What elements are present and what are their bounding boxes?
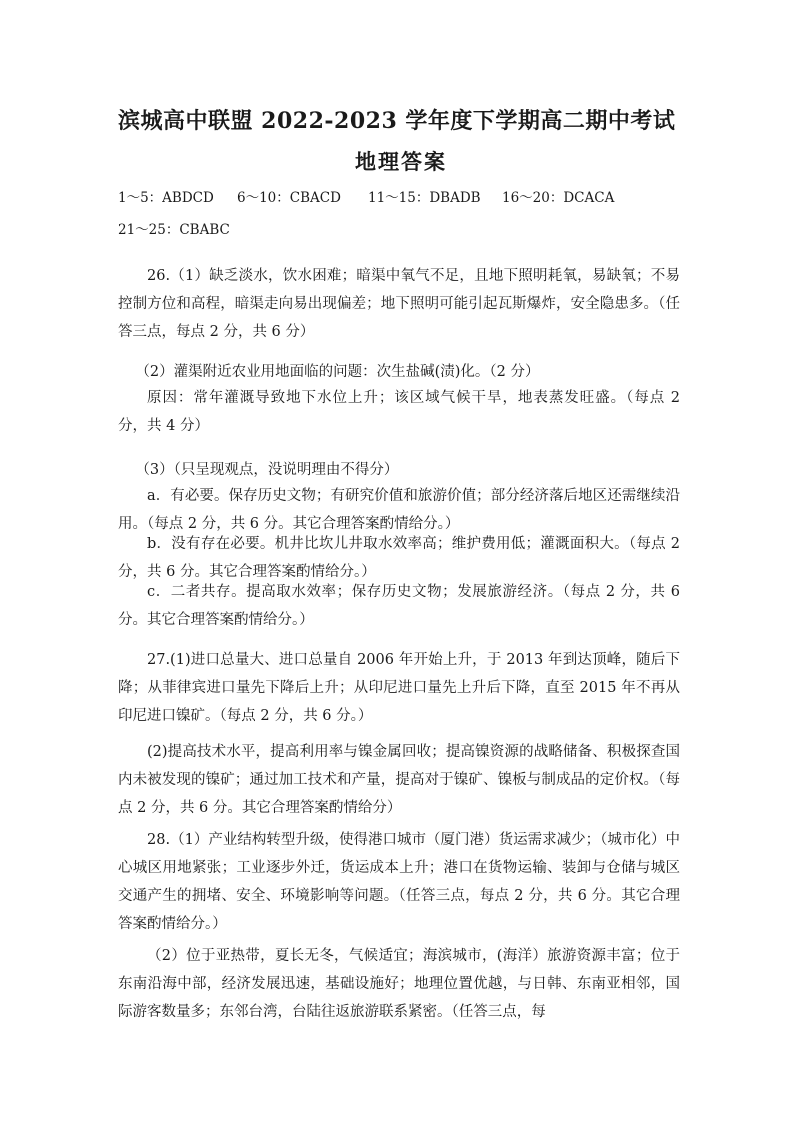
q27-part1: 27.(1)进口总量大、进口总量自 2006 年开始上升，于 2013 年到达顶峰，随后下降；从菲律宾进口量先下降后上升；从印尼进口量先上升后下降，直至 2015 年不再从印尼进口镍矿。（每点 2 分，共 6 分。） xyxy=(118,652,680,724)
q28-part2: （2）位于亚热带，夏长无冬，气候适宜；海滨城市，(海洋）旅游资源丰富；位于东南沿海中部，经济发展迅速，基础设施好；地理位置优越，与日韩、东南亚相邻，国际游客数量多；东邻台湾，台陆往返旅游联系紧密。（任答三点，每 xyxy=(118,948,680,1020)
q26-part2: （2）灌渠附近农业用地面临的问题：次生盐碱(渍)化。（2 分） xyxy=(135,364,540,380)
q26-part2-reason: 原因：常年灌溉导致地下水位上升；该区域气候干旱，地表蒸发旺盛。（每点 2 分，共 4 分） xyxy=(118,390,680,434)
q26-option-b: b．没有存在必要。机井比坎儿井取水效率高；维护费用低；灌溉面积大。（每点 2 分，共 6 分。其它合理答案酌情给分。） xyxy=(118,536,680,580)
choice-answer-group: 16～20：DCACA xyxy=(502,190,615,206)
q26-option-c: c．二者共存。提高取水效率；保存历史文物；发展旅游经济。（每点 2 分，共 6 分。其它合理答案酌情给分。） xyxy=(118,584,680,628)
q28-part1: 28.（1）产业结构转型升级，使得港口城市（厦门港）货运需求减少；（城市化）中心城区用地紧张；工业逐步外迁，货运成本上升；港口在货物运输、装卸与仓储与城区交通产生的拥堵、安全、环境影响等问题。（任答三点，每点 2 分，共 6 分。其它合理答案酌情给分。） xyxy=(118,832,680,932)
q26-part1: 26.（1）缺乏淡水，饮水困难；暗渠中氧气不足，且地下照明耗氧，易缺氧；不易控制方位和高程，暗渠走向易出现偏差；地下照明可能引起瓦斯爆炸，安全隐患多。（任答三点，每点 2 分，共 6 分） xyxy=(118,268,680,340)
q27-part2: (2)提高技术水平，提高利用率与镍金属回收；提高镍资源的战略储备、积极探查国内未被发现的镍矿；通过加工技术和产量，提高对于镍矿、镍板与制成品的定价权。（每点 2 分，共 6 分。其它合理答案酌情给分） xyxy=(118,744,680,816)
q26-option-a: a．有必要。保存历史文物；有研究价值和旅游价值；部分经济落后地区还需继续沿用。（每点 2 分，共 6 分。其它合理答案酌情给分。） xyxy=(118,488,680,532)
choice-answer-group: 1～5：ABDCD xyxy=(118,190,214,206)
exam-title: 滨城高中联盟 2022-2023 学年度下学期高二期中考试 xyxy=(118,108,676,134)
choice-answers-row-1 xyxy=(118,186,614,206)
choice-answers-row-2 xyxy=(118,218,230,238)
answer-subtitle: 地理答案 xyxy=(355,149,447,174)
choice-answer-group: 21～25：CBABC xyxy=(118,222,230,238)
choice-answer-group: 11～15：DBADB xyxy=(368,190,481,206)
q26-part3: （3）（只呈现观点，没说明理由不得分） xyxy=(135,462,399,478)
choice-answer-group: 6～10：CBACD xyxy=(237,190,341,206)
